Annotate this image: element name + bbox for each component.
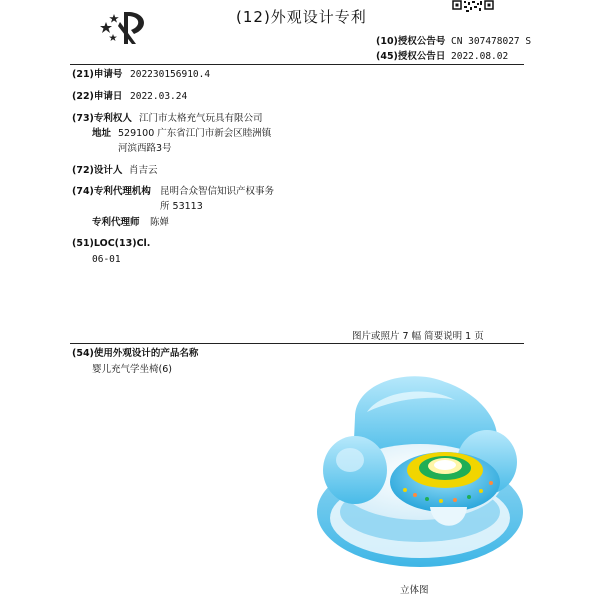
application-number-label: (21)申请号 bbox=[72, 69, 123, 80]
grant-number-label: (10)授权公告号 bbox=[376, 36, 446, 47]
agency-line-2: 所 53113 bbox=[160, 201, 203, 212]
designer-label: (72)设计人 bbox=[72, 165, 123, 176]
designer-value: 肖吉云 bbox=[129, 165, 158, 176]
figure-caption: 立体图 bbox=[400, 585, 429, 596]
agency-line-1: 昆明合众智信知识产权事务 bbox=[160, 186, 275, 197]
product-figure-inflatable-seat bbox=[305, 362, 535, 580]
product-name-value: 婴儿充气学坐椅(6) bbox=[92, 364, 172, 375]
agency-label: (74)专利代理机构 bbox=[72, 186, 151, 197]
product-name-label: (54)使用外观设计的产品名称 bbox=[72, 348, 199, 359]
application-date-value: 2022.03.24 bbox=[130, 91, 188, 102]
patent-holder-label: (73)专利权人 bbox=[72, 113, 132, 124]
patent-holder-value: 江门市太格充气玩具有限公司 bbox=[139, 113, 263, 124]
qr-code bbox=[452, 0, 494, 12]
summary-divider bbox=[70, 343, 524, 344]
grant-date-label: (45)授权公告日 bbox=[376, 51, 446, 62]
agent-value: 陈婵 bbox=[150, 217, 170, 228]
application-number-value: 202230156910.4 bbox=[130, 69, 211, 80]
grant-date-value: 2022.08.02 bbox=[451, 51, 509, 62]
header-divider bbox=[70, 64, 524, 65]
address-line-2: 河滨西路3号 bbox=[118, 143, 172, 154]
images-summary: 图片或照片 7 幅 简要说明 1 页 bbox=[352, 331, 484, 342]
loc-classification-value: 06-01 bbox=[92, 254, 121, 265]
grant-number-value: CN 307478027 S bbox=[451, 36, 532, 47]
patent-office-logo bbox=[98, 8, 154, 48]
agent-label: 专利代理师 bbox=[92, 217, 140, 228]
address-label: 地址 bbox=[92, 128, 112, 139]
application-date-label: (22)申请日 bbox=[72, 91, 123, 102]
document-title: (12)外观设计专利 bbox=[236, 8, 367, 26]
address-line-1: 529100 广东省江门市新会区睦洲镇 bbox=[118, 128, 272, 139]
loc-classification-label: (51)LOC(13)Cl. bbox=[72, 238, 151, 249]
